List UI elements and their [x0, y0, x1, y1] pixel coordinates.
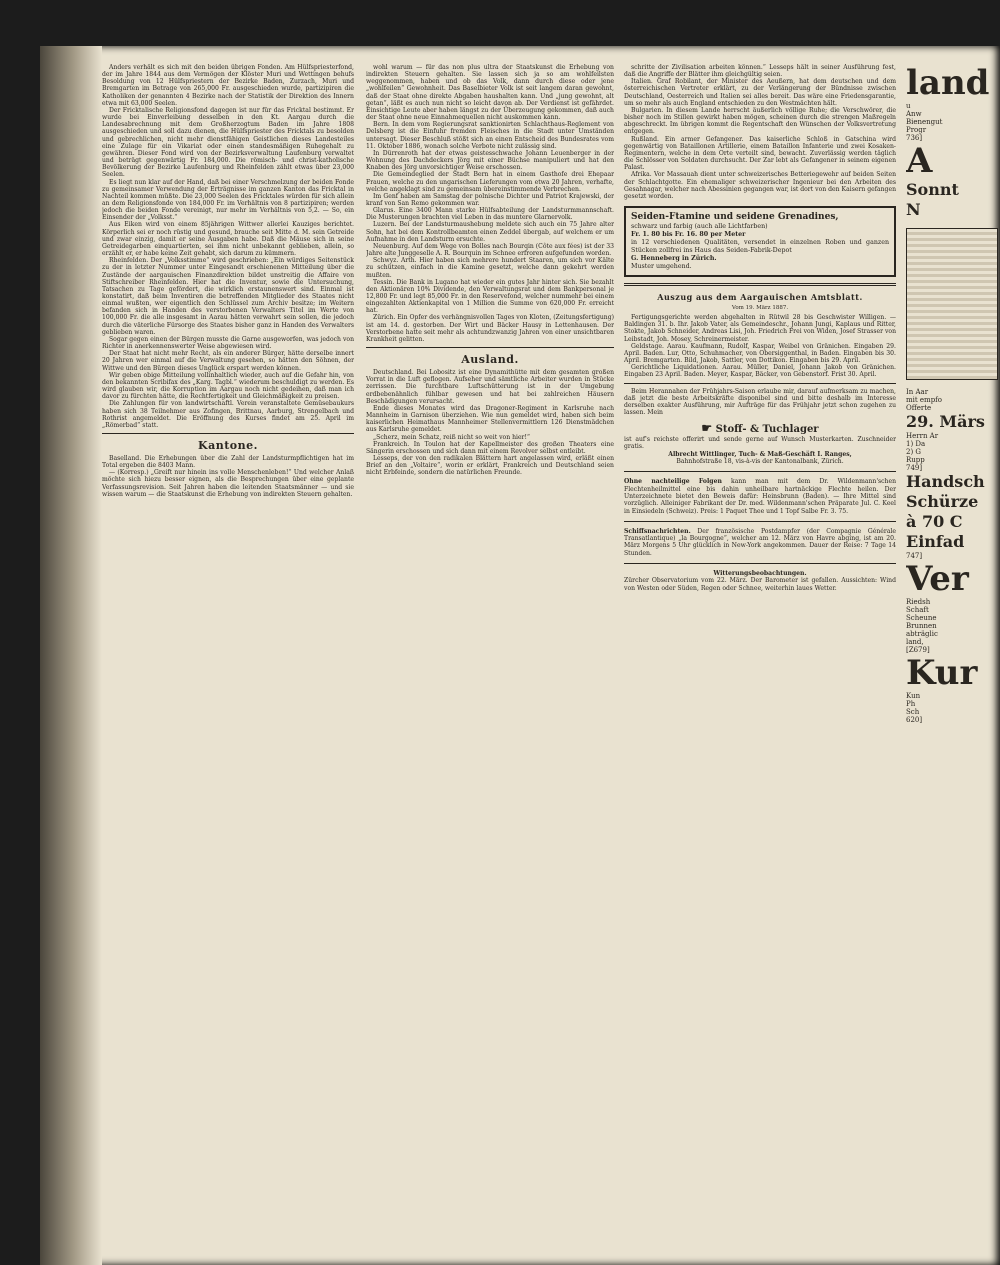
article-paragraph: schritte der Zivilisation arbeiten können.“ Lesseps hält in seiner Ausführung fest, daß die Angriffe der Blätter ihm gleichgültig seien.	[624, 64, 896, 79]
cutoff-text: 747]	[906, 552, 923, 560]
cutoff-heading: land	[906, 64, 990, 103]
ad-company: Albrecht Wittlinger, Tuch- & Maß-Geschäft I. Ranges,	[668, 450, 852, 458]
cutoff-heading: Ver	[906, 559, 969, 599]
weather-title: Witterungsbeobachtungen.	[713, 570, 807, 578]
cutoff-text: 1) Da	[906, 440, 926, 448]
column-4-cutoff	[906, 64, 1000, 1254]
cutoff-heading: N	[906, 200, 921, 219]
cutoff-heading: Schürze	[906, 492, 979, 511]
article-paragraph: Der Fricktalische Religionsfond dagegen ist nur für das Fricktal bestimmt. Er wurde bei Einverleibung desselben in den Kt. Aargau durch die Landesabrechnung mit dem Großherzogtum Baden im Jahre 1808 ausgeschieden und soll dazu dienen, die Hülfspriester des Fricktals zu besolden und gebrechlichen, nicht mehr dienstfähigen Geistlichen dieses Landesteiles eine Zulage für ein Vikariat oder einen standesmäßigen Ruhegehalt zu gewähren. Dieser Fond wird von der Bezirksverwaltung Laufenburg verwaltet und beträgt gegenwärtig Fr. 184,000. Die römisch- und christ-katholische Bevölkerung der Bezirke Laufenburg und Rheinfelden zählt etwas über 23,000 Seelen.	[102, 106, 354, 179]
cutoff-text: Ph	[906, 700, 916, 708]
article-paragraph: Rußland. Ein armer Gefangener. Das kaiserliche Schloß in Gatschina wird gegenwärtig von Bataillonen Artillerie, einem Bataillon Infanterie und zwei Kosaken-Regimentern, welche in dem Orte verteilt sind, bewacht. Zuverlässig werden täglich die Schlösser von Soldaten durchsucht. Der Zar lebt als Gefangener in seinem eigenen Palast.	[624, 135, 896, 172]
weather-text: Zürcher Observatorium vom 22. März. Der Barometer ist gefallen. Aussichten: Wind von Westen oder Süden, Regen oder Schnee, weiterhin laues Wetter.	[624, 577, 896, 592]
column-1	[102, 64, 354, 1254]
divider	[102, 433, 354, 434]
cutoff-text: u	[906, 102, 911, 110]
article-paragraph: Wir geben obige Mitteilung vollinhaltlich wieder, auch auf die Gefahr hin, von den bekannten Scribifax des „Karg. Tagbl.“ wiederum beschuldigt zu werden. Es wird glauben wir, die Korruption im Aargau noch nicht gedeihen, daß man ich davor zu fürchten hätte, die Rechtfertigkeit und Gleichmäßigkeit zu preisen.	[102, 371, 354, 401]
cutoff-text: Scheune	[906, 614, 937, 622]
article-paragraph: Neuenburg. Auf dem Wege von Bolles nach Bourqin (Côte aux fées) ist der 33 Jahre alte Junggeselle A. R. Bourquin im Schnee erfroren aufgefunden worden.	[366, 242, 614, 258]
article-paragraph: Anders verhält es sich mit den beiden übrigen Fonden. Am Hülfspriesterfond, der im Jahre 1844 aus dem Vermögen der Klöster Muri und Wettingen behufs Besoldung von 12 Hülfspriestern der Bezirke Baden, Zurzach, Muri und Bremgarten im Betrage von 265,000 Fr. ausgeschieden wurde, partizipiren die Katholiken der genannten 4 Bezirke nach der Statistik der Direktion des Innern etwa mit 63,000 Seelen.	[102, 64, 354, 107]
article-paragraph: Luzern. Bei der Landsturmaushebung meldete sich auch ein 75 Jahre alter Sohn, hat bei dem Kontrollbeamten einen Zeddel übergab, auf welchem er um Aufnahme in den Landsturm ersuchte.	[366, 221, 614, 243]
cutoff-text: In Aar	[906, 388, 929, 396]
column-3	[624, 64, 896, 1254]
ad-stoff-tuchlager	[624, 422, 896, 465]
article-paragraph: Frankreich. In Toulon hat der Kapellmeister des großen Theaters eine Sängerin erschossen und sich dann mit einem Revolver selbst entleibt.	[366, 440, 614, 455]
cutoff-heading: Sonnt	[906, 180, 959, 199]
cutoff-text: mit empfo	[906, 396, 942, 404]
cutoff-text: [Z679]	[906, 646, 930, 654]
article-paragraph: Geldstage. Aarau. Kaufmann, Rudolf, Kaspar, Weibel von Gränichen. Eingaben 29. April. Baden. Lur, Otto, Schuhmacher, von Obersiggenthal, in Baden. Eingaben bis 30. April. Bremgarten. Bild, Jakob, Sattler, von Dottikon. Eingaben bis 29. April.	[624, 342, 896, 365]
weather-report	[624, 570, 896, 592]
article-paragraph: Rheinfelden. Der „Volksstimme“ wird geschrieben: „Ein würdiges Seitenstück zu der in letzter Nummer unter Eingesandt erschienenen Mitteilung über die Zustände der aargauischen Finanzdirektion bildet unstreitig die Affaire von Stiftschreiber Rheinfelden. Hier hat die Inventur, sowie die Untersuchung, Tatsachen zu Tage gefördert, die wirklich erstaunenswert sind. Einmal ist konstatirt, daß beim Inventiren die betreffenden Mitglieder des Staates nicht einmal wußten, wer eigentlich den Schlüssel zum Archiv besitze; im Weitern befanden sich in Handen des verstorbenen Verwalters Titel im Werte von 100,000 Fr. die alle insgesamt in Aarau hätten verwahrt sein sollen, die jedoch durch die väterliche Fürsorge des Staates bisher ganz in Handen des Verwalters geblieben waren.	[102, 257, 354, 336]
ad-title-text: Stoff- & Tuchlager	[715, 424, 819, 436]
cutoff-text: Anw	[906, 110, 922, 118]
cutoff-text: 749]	[906, 464, 923, 472]
ad-title: Ohne nachteilige Folgen	[624, 478, 722, 486]
ship-news-text: Der französische Postdampfer (der Compagnie Générale Transatlantique) „la Bourgogne“, welcher am 12. März von Havre abging, ist am 20. März Morgens 5 Uhr glücklich in New-York angekommen. Dauer der Reise: 7 Tage 14 Stunden.	[624, 527, 896, 557]
article-paragraph: Zürich. Ein Opfer des verhängnisvollen Tages von Kloten, (Zeitungsfertigung) ist am 14. d. gestorben. Der Wirt und Bäcker Hausy in Lettenhausen. Der Verstorbene hatte seit mehr als achtundzwanzig Jahren von einer unsichtbaren Krankheit gelitten.	[366, 314, 614, 343]
article-paragraph: Afrika. Vor Massauah dient unter schweizerisches Betteriegewehr auf beiden Seiten der Schlachtgotte. Ein ehemaliger schweizerischer Ingenieur bei den Arbeiten des Gesahnagar, welcher nach Abessinien gegangen war, ist dort von den Kaisern gefangen gesetzt worden.	[624, 171, 896, 200]
article-paragraph: Bulgarien. In diesem Lande herrscht äußerlich völlige Ruhe; die Verschwörer, die bisher noch im Stillen gewirkt haben mögen, scheinen durch die strengen Maßregeln abgeschreckt. Im übrigen kommt die Regentschaft den Wünschen der Volksvertretung entgegen.	[624, 106, 896, 136]
article-paragraph: „Scherz, mein Schatz, reiß nicht so weit von hier!“	[373, 433, 531, 441]
divider	[624, 563, 896, 564]
divider	[366, 347, 614, 348]
article-paragraph: Beim Herannahen der Frühjahrs-Saison erlaube mir, darauf aufmerksam zu machen, daß jetzt die beste Arbeitskräfte disponibel sind und bitte deshalb im Interesse derselben exakter Ausführung, mir Aufträge für das Frühjahr jetzt schon zugehen zu lassen. Mein	[624, 387, 896, 416]
ad-title	[624, 422, 896, 436]
article-paragraph: Der Staat hat nicht mehr Recht, als ein anderer Bürger, hätte derselbe innert 20 Jahren wer einmal auf die Verwaltung gesehen, so hätten den Söhnen, der Wittwe und den Bürgen dieses Unglück erspart werden können.	[102, 350, 354, 372]
ad-silk-henneberg	[624, 206, 896, 277]
divider	[624, 471, 896, 472]
ad-line: schwarz und farbig (auch alle Lichtfarben)	[631, 222, 768, 230]
ad-line: ist auf's reichste offerirt und sende gerne auf Wunsch Musterkarten. Zuschneider gratis.	[624, 436, 896, 451]
cutoff-heading: à 70 C	[906, 512, 963, 531]
cutoff-text: Bienengut	[906, 118, 943, 126]
ad-title: Seiden-Ftamine und seidene Grenadines,	[631, 211, 839, 222]
divider	[624, 383, 896, 384]
ad-line: in 12 verschiedenen Qualitäten, versendet in einzelnen Roben und ganzen Stücken zollfrei ins Haus das Seiden-Fabrik-Depot	[631, 238, 889, 254]
ad-address: Bahnhofstraße 18, vis-à-vis der Kantonalbank, Zürich.	[676, 458, 844, 466]
article-paragraph: Italien. Graf Robilant, der Minister des Aeußern, hat dem deutschen und dem österreichischen Vertreter erklärt, zu der Verlängerung der Bündnisse zwischen Deutschland, Oesterreich und Italien sei alles bereit. Das wäre eine Friedensgarantie, um so mehr als auch England entschieden zu den Westmächten hält.	[624, 78, 896, 107]
article-paragraph: Es liegt nun klar auf der Hand, daß bei einer Verschmelzung der beiden Fonde zu gemeinsamer Verwendung der Erträgnisse im ganzen Kanton das Fricktal in Nachteil kommen müßte. Die 23,000 Seelen des Fricktales würden für sich allein an dem Religionsfonde von 184,000 Fr. im Verhältnis von 8 partizipiren; werden jedoch die beiden Fonde vereinigt, nur mehr im Verhältnis von 5,2. — So, ein Einsender der „Volksst.“	[102, 178, 354, 222]
article-paragraph: Bern. In dem vom Regierungsrat sanktionirten Schlachthaus-Reglement von Delsberg ist die Einfuhr fremden Fleisches in die Stadt unter Umständen untersagt. Dieser Beschluß stößt sich an einen Entscheid des Bundesrates vom 11. Oktober 1886, wonach solche Verbote nicht zulässig sind.	[366, 121, 614, 150]
article-paragraph: Die Gemeindeglied der Stadt Bern hat in einem Gasthofe drei Ehepaar Frauen, welche zu den ungarischen Lieferungen vom etwa 20 Jahren, verhafte, welche angeklagt sind zu gemeinsam übereinstimmende Verbrechen.	[366, 171, 614, 193]
article-paragraph: Ende dieses Monates wird das Dragoner-Regiment in Karlsruhe nach Mannheim in Garnison überziehen. Wie nun gemeldet wird, haben sich beim kaiserlichen Heimathaus Mannheimer Stellenvermittlern 126 Dienstmädchen aus Karlsruhe gemeldet.	[366, 404, 614, 434]
section-heading-amtsblatt: Auszug aus dem Aargauischen Amtsblatt.	[657, 291, 863, 302]
article-paragraph: Fertigungsgerichte werden abgehalten in Rütwil 28 bis Geschwister Willigen. — Baldingen 31. b. Ihr. Jakob Vater, als Gemeindeschr., Johann Jungi, Kaplaus und Ritter, Stokte, Jakob Schneider, Andreas Lisi, Joh. Friedrich Frei von Widen, Josef Strasser von Leibstadt, Joh. Mosey, Schreinermeister.	[624, 314, 896, 343]
cutoff-text: Kun	[906, 692, 921, 700]
cutoff-text: Progr	[906, 126, 927, 134]
cutoff-text: land,	[906, 638, 924, 646]
cutoff-heading: 29. Märs	[906, 412, 985, 431]
ad-price: Fr. 1. 80 bis Fr. 16. 80 per Meter	[631, 230, 746, 238]
cutoff-text: Schaft	[906, 606, 929, 614]
article-paragraph: Tessin. Die Bank in Lugano hat wieder ein gutes Jahr hinter sich. Sie bezahlt den Aktionären 10% Dividende, den Verwaltungsrat und dem Bankpersonal je 12,800 Fr. und legt 85,000 Fr. in den Reservefond, welcher nummehr bei einem eingezahlten Aktienkapital von 1 Million die Summe von 620,000 Fr. erreicht hat.	[366, 278, 614, 315]
cutoff-text: abträglic	[906, 630, 938, 638]
article-paragraph: Aus Eiken wird von einem 85jährigen Wittwer allerlei Kauziges berichtet. Körperlich sei er noch rüstig und gesund, brauche seit Mitte d. M. sein Getreide und zwar einzig, damit er seine Ausgaben habe. Daß die Mäuse sich in seine Getreidegarben einquartierten, sei ihm nicht unbekannt geblieben, allein, so erzählt er, er habe keine Zeit gehabt, sich darum zu kümmern.	[102, 221, 354, 258]
cutoff-text: 736]	[906, 134, 923, 142]
article-paragraph: Deutschland. Bei Lobositz ist eine Dynamithütte mit dem gesamten großen Vorrat in die Luft geflogen. Aufseher und sämtliche Arbeiter wurden in Stücke zerrissen. Die furchtbare Luftschütterung ist in der Umgebung erdbebenähnlich fühlbar gewesen und hat bei zahlreichen Häusern Beschädigungen verursacht.	[366, 369, 614, 405]
article-paragraph: Schwyz. Arth. Hier haben sich mehrere hundert Staaren, um sich vor Kälte zu schützen, einfach in die Kamine gesetzt, welche dann gekehrt werden mußten.	[366, 257, 614, 279]
article-paragraph: Die Zahlungen für von landwirtschaftl. Verein veranstaltete Gemüsebaukurs haben sich 38 Teilnehmer aus Zofingen, Brittnau, Aarburg, Strengelbach und Rothrist angemeldet. Die Eröffnung des Kurses findet am 25. April im „Römerbad“ statt.	[102, 400, 354, 429]
ad-footer: Muster umgehend.	[631, 262, 692, 270]
article-paragraph: Glarus. Eine 3400 Mann starke Hülfsabteilung der Landsturmmannschaft. Die Musterungen brachten viel Leben in das muntere Glarnervolk.	[366, 207, 614, 222]
ad-company: G. Henneberg in Zürich.	[631, 254, 717, 262]
article-paragraph: — (Korresp.) „Greift nur hinein ins volle Menschenleben!“ Und welcher Anlaß möchte sich hiezu besser eignen, als die Besprechungen über eine geplante Verfassungsrevision. Seit Jahren haben die leitenden Staatsmänner — und sie wissen warum — die Staatskunst die Erhebung von indirekten Steuern gehalten.	[102, 469, 354, 498]
cutoff-text: 620]	[906, 716, 923, 724]
cutoff-heading: Einfad	[906, 532, 965, 551]
cutoff-text: Offerte	[906, 404, 932, 412]
ship-news-title: Schiffsnachrichten.	[624, 527, 691, 535]
cutoff-text: 2) G	[906, 448, 922, 456]
article-paragraph: Baselland. Die Erhebungen über die Zahl der Landsturmpflichtigen hat im Total ergeben die 8403 Mann.	[102, 454, 354, 470]
illustration	[906, 228, 998, 380]
article-paragraph: Im Genf haben am Samstag der polnische Dichter und Patriot Krajewski, der kranf von San Remo gekommen war.	[366, 192, 614, 207]
section-heading-ausland: Ausland.	[461, 353, 519, 367]
divider	[624, 283, 896, 286]
newspaper-page	[40, 46, 1000, 1265]
article-paragraph: Sogar gegen einen der Bürgen musste die Garne ausgeworfen, was jedoch von Richter in anerkennenswerter Weise abgewiesen wird.	[102, 335, 354, 351]
ship-news	[624, 528, 896, 557]
cutoff-heading: Handsch	[906, 472, 985, 491]
divider	[624, 521, 896, 522]
cutoff-heading: A	[906, 141, 933, 181]
article-paragraph: Gerichtliche Liquidationen. Aarau. Müller, Daniel, Johann Jakob von Gränichen. Eingaben 23 April. Baden. Meyer, Kaspar, Bäcker, von Gebenstorf. Frist 30. April.	[624, 364, 896, 379]
cutoff-text: Riedsh	[906, 598, 931, 606]
column-2	[366, 64, 614, 1254]
cutoff-heading: Kur	[906, 653, 978, 693]
article-paragraph: In Dürrenroth hat der etwas geistesschwache Johann Leuenberger in der Wohnung des Dachdeckers Jörg mit einer Büchse manipuliert und hat den Knaben des Jörg unvorsichtiger Weise erschossen.	[366, 149, 614, 172]
amtsblatt-date: Vom 19. März 1887.	[731, 304, 789, 311]
cutoff-text: Brunnen	[906, 622, 937, 630]
pointing-hand-icon: ☛	[701, 421, 713, 436]
article-paragraph: wohl warum — für das non plus ultra der Staatskunst die Erhebung von indirekten Steuern gehalten. Sie lassen sich ja so am wohlfeilsten weggenommen, haben und ob das Volk, dann durch diese oder jene „wohlfeilen“ Gewohnheit. Das Baselbieter Volk ist seit langem daran gewohnt, daß der Staat ohne direkte Abgaben haushalten kann. Und „jung gewohnt, alt getan“, läßt es auch nun nicht so leicht davon ab. Der Verdienst ist gefährdet. Einsichtige Leute aber haben längst zu der Überzeugung gekommen, daß auch der Staat ohne neue Einnahmequellen nicht auskommen kann.	[366, 64, 614, 122]
ad-flechtenheilmittel	[624, 478, 896, 514]
article-paragraph: Lesseps, der von den radikalen Blättern hart angelassen wird, erläßt einen Brief an den „Voltaire“, worin er erklärt, Frankreich und Deutschland seien nicht Erbfeinde, sondern die natürlichen Freunde.	[366, 454, 614, 477]
section-heading-kantone: Kantone.	[198, 438, 258, 452]
cutoff-text: Rupp	[906, 456, 925, 464]
cutoff-text: Herrn Ar	[906, 432, 939, 440]
cutoff-text: Sch	[906, 708, 920, 716]
ad-text: kann man mit dem Dr. Wildenmann'schen Flechtenheilmittel eine bis dahin unheilbare hartnäckige Flechte heilen. Der Unterzeichnete bietet den Beweis dafür: Heinsbrunn (Baden). — Ihre Mittel sind vorzüglich. Alleiniger Fabrikant der Dr. med. Wildenmann'schen Präparate Jul. C. Keel in Einsiedeln (Schweiz). Preis: 1 Paquet Thee und 1 Topf Salbe Fr. 3. 75.	[624, 478, 896, 515]
